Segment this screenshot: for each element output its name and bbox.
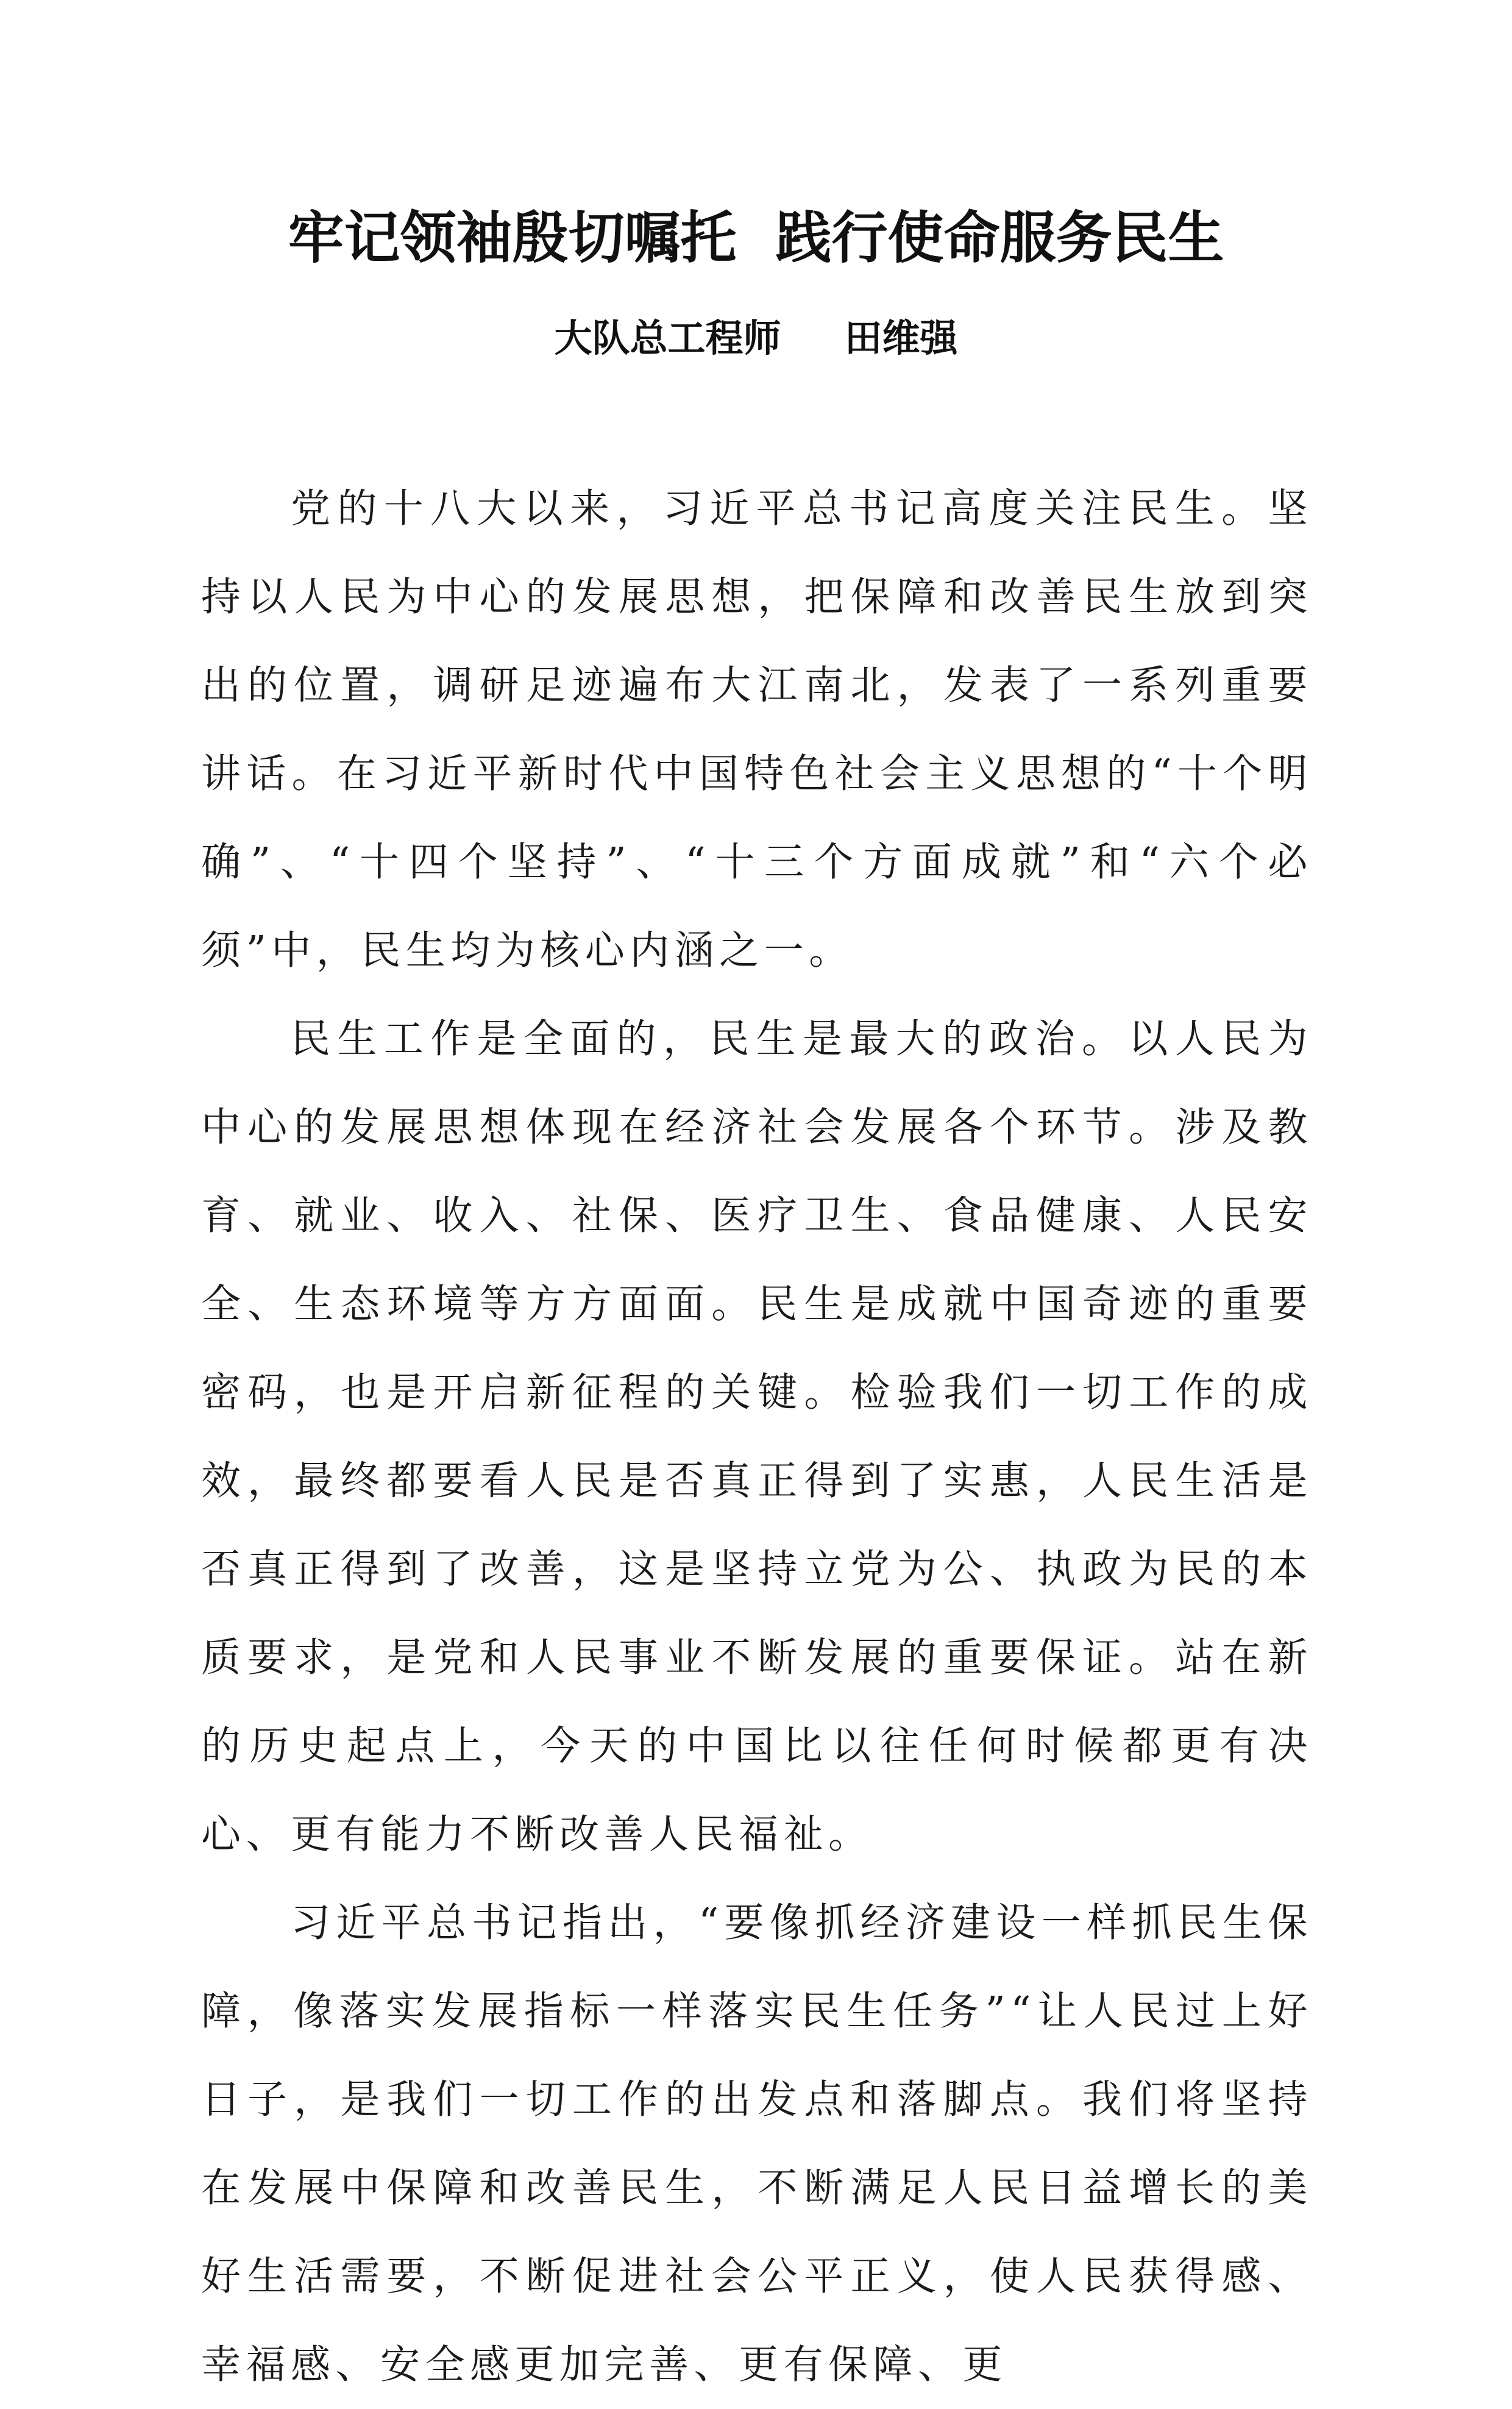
- paragraph-1: 党的十八大以来，习近平总书记高度关注民生。坚持以人民为中心的发展思想，把保障和改善民生放到突出的位置，调研足迹遍布大江南北，发表了一系列重要讲话。在习近平新时代中国特色社会主义思想的“十个明确”、“十四个坚持”、“十三个方面成就”和“六个必须”中，民生均为核心内涵之一。: [201, 486, 1313, 973]
- paragraph-2: 民生工作是全面的，民生是最大的政治。以人民为中心的发展思想体现在经济社会发展各个环节。涉及教育、就业、收入、社保、医疗卫生、食品健康、人民安全、生态环境等方方面面。民生是成就中国奇迹的重要密码，也是开启新征程的关键。检验我们一切工作的成效，最终都要看人民是否真正得到了实惠，人民生活是否真正得到了改善，这是坚持立党为公、执政为民的本质要求，是党和人民事业不断发展的重要保证。站在新的历史起点上，今天的中国比以往任何时候都更有决心、更有能力不断改善人民福祉。: [201, 1016, 1313, 1857]
- document-title: 牢记领袖殷切嘱托 践行使命服务民生: [288, 205, 1224, 271]
- author-byline: [0, 305, 1512, 372]
- author-name: 田维强: [844, 316, 958, 360]
- document-body: [201, 464, 1313, 2409]
- author-role: 大队总工程师: [554, 316, 781, 360]
- paragraph-3: 习近平总书记指出，“要像抓经济建设一样抓民生保障，像落实发展指标一样落实民生任务”“让人民过上好日子，是我们一切工作的出发点和落脚点。我们将坚持在发展中保障和改善民生，不断满足人民日益增长的美好生活需要，不断促进社会公平正义，使人民获得感、幸福感、安全感更加完善、更有保障、更: [201, 1900, 1313, 2388]
